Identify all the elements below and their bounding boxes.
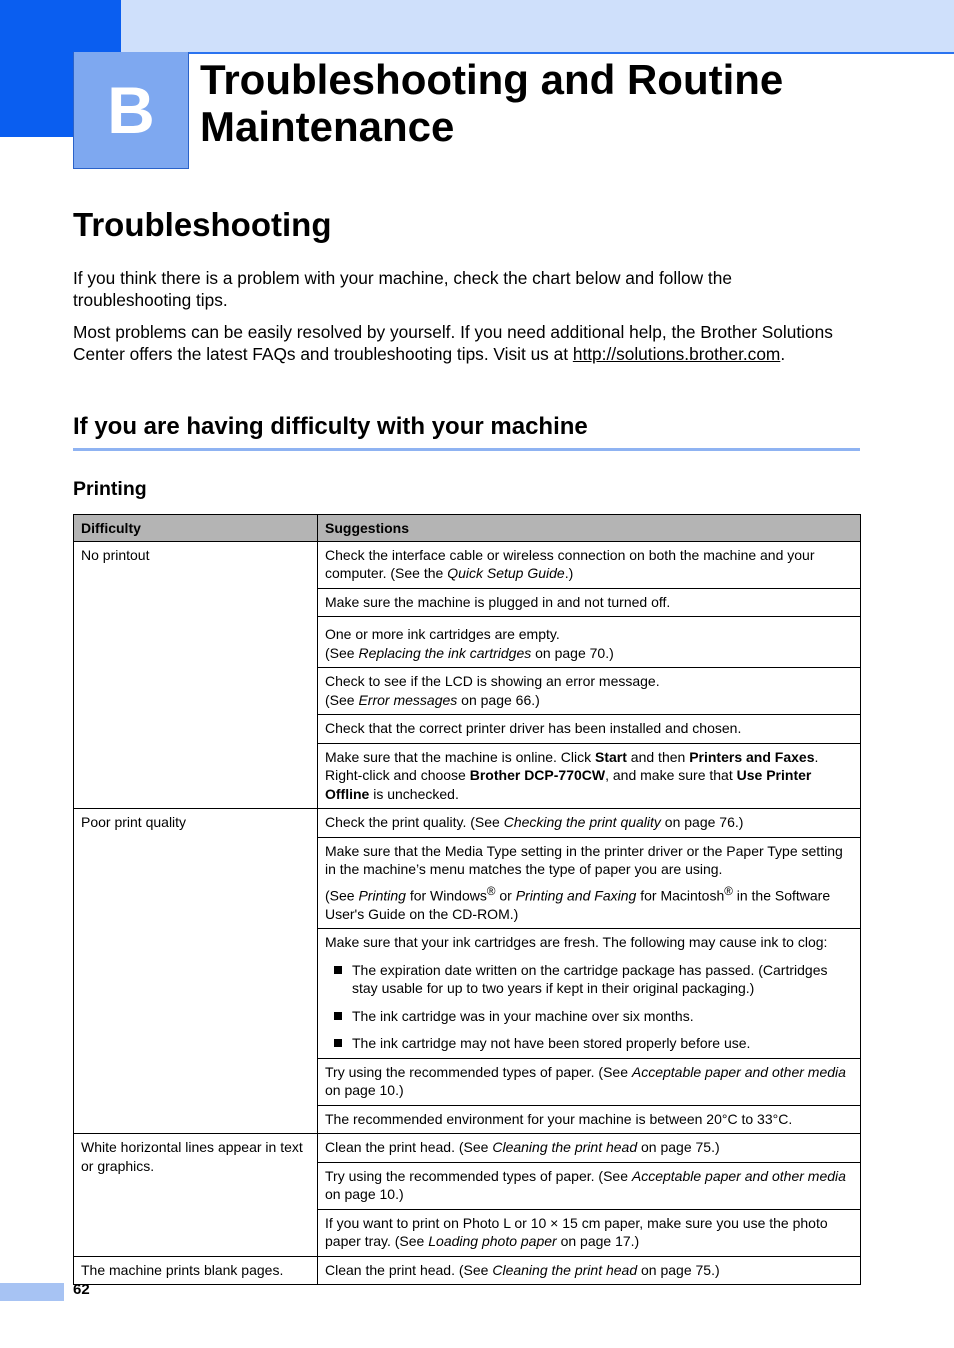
suggestion-cell: Check to see if the LCD is showing an error message. (See Error messages on page 66.) — [318, 668, 861, 715]
chapter-title-line1: Troubleshooting and Routine — [200, 56, 784, 103]
subsection-title: If you are having difficulty with your machine — [73, 413, 588, 440]
suggestion-cell: If you want to print on Photo L or 10 × 15 cm paper, make sure you use the photo paper tray. (See Loading photo paper on page 17.) — [318, 1209, 861, 1256]
table-row — [74, 809, 861, 838]
table-row — [74, 541, 861, 588]
table-header-row — [74, 515, 861, 542]
intro-paragraph: If you think there is a problem with your machine, check the chart below and follow the troubleshooting tips. — [73, 268, 732, 310]
suggestion-cell: Check the print quality. (See Checking the print quality on page 76.) — [318, 809, 861, 838]
list-item: The expiration date written on the cartridge package has passed. (Cartridges stay usable for up to two years if kept in their original packaging.) — [334, 961, 853, 998]
list-item: The ink cartridge was in your machine over six months. — [334, 1007, 853, 1026]
chapter-title-line2: Maintenance — [200, 103, 455, 150]
suggestion-cell: One or more ink cartridges are empty. (See Replacing the ink cartridges on page 70.) — [318, 617, 861, 668]
difficulty-cell: The machine prints blank pages. — [74, 1256, 318, 1285]
square-bullet-icon — [334, 1012, 342, 1020]
difficulty-cell: No printout — [74, 541, 318, 809]
suggestion-cell: Try using the recommended types of paper. (See Acceptable paper and other media on page 10.) — [318, 1058, 861, 1105]
suggestion-cell: Make sure that the machine is online. Click Start and then Printers and Faxes. Right-click and choose Brother DCP-770CW, and make sure that Use Printer Offline is unchecked. — [318, 743, 861, 809]
chapter-letter: B — [107, 73, 155, 147]
page-number: 62 — [73, 1281, 90, 1298]
help-paragraph-end: . — [780, 344, 786, 364]
suggestion-cell: Make sure that your ink cartridges are fresh. The following may cause ink to clog: The expiration date written on the cartridge package has passed. (Cartridges stay usable for up to two years if kept in their original packaging.) The ink cartridge was in your machine over six months. The ink cartridge may not have been stored properly before use. — [318, 929, 861, 1059]
suggestion-cell: Try using the recommended types of paper. (See Acceptable paper and other media on page 10.) — [318, 1162, 861, 1209]
bullet-list — [325, 961, 853, 1053]
troubleshooting-table — [73, 514, 861, 1285]
solutions-center-link[interactable]: http://solutions.brother.com — [572, 344, 781, 364]
square-bullet-icon — [334, 966, 342, 974]
suggestion-cell: Make sure the machine is plugged in and not turned off. — [318, 588, 861, 617]
list-item: The ink cartridge may not have been stored properly before use. — [334, 1034, 853, 1053]
suggestion-cell: Check that the correct printer driver has been installed and chosen. — [318, 715, 861, 744]
suggestion-cell: Clean the print head. (See Cleaning the print head on page 75.) — [318, 1134, 861, 1163]
section-title: Troubleshooting — [73, 206, 332, 243]
page-number-tab — [0, 1283, 64, 1301]
table-row — [74, 1134, 861, 1163]
subsection-rule — [73, 448, 860, 451]
header-suggestions: Suggestions — [318, 515, 861, 542]
top-header-band — [121, 0, 954, 54]
help-paragraph-text: Most problems can be easily resolved by yourself. If you need additional help, the Brother Solutions Center offers the latest FAQs and troubleshooting tips. Visit us at — [73, 322, 833, 364]
table-row — [74, 1256, 861, 1285]
square-bullet-icon — [334, 1039, 342, 1047]
suggestion-cell: Make sure that the Media Type setting in the printer driver or the Paper Type setting in the machine’s menu matches the type of paper you are using. (See Printing for Windows® or Printing and Faxing for Macintosh® in the Software User's Guide on the CD-ROM.) — [318, 837, 861, 929]
suggestion-cell: The recommended environment for your machine is between 20°C to 33°C. — [318, 1105, 861, 1134]
chapter-letter-box — [73, 52, 189, 169]
difficulty-cell: White horizontal lines appear in text or graphics. — [74, 1134, 318, 1257]
help-paragraph — [73, 321, 833, 365]
difficulty-cell: Poor print quality — [74, 809, 318, 1134]
header-difficulty: Difficulty — [74, 515, 318, 542]
printing-heading: Printing — [73, 478, 147, 500]
suggestion-cell: Clean the print head. (See Cleaning the print head on page 75.) — [318, 1256, 861, 1285]
chapter-title — [200, 56, 783, 150]
suggestion-cell: Check the interface cable or wireless connection on both the machine and your computer. (See the Quick Setup Guide.) — [318, 541, 861, 588]
